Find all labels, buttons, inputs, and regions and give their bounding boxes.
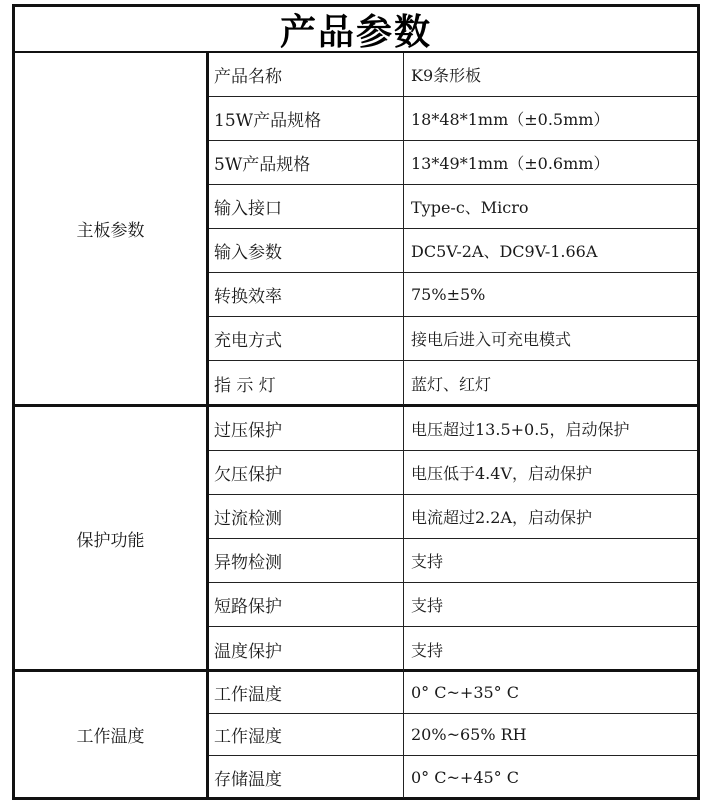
table-row (209, 583, 697, 627)
param-value: Type-c、Micro (411, 198, 529, 217)
param-value: 20%~65% RH (411, 725, 527, 744)
param-value: 支持 (411, 640, 444, 660)
param-name: 5W产品规格 (209, 141, 404, 184)
param-name: 异物检测 (209, 539, 404, 582)
param-name: 过压保护 (209, 407, 404, 450)
table-row (209, 407, 697, 451)
param-value: 0° C~+35° C (411, 683, 520, 702)
param-name: 工作温度 (209, 672, 404, 713)
param-value: 电流超过2.2A，启动保护 (411, 508, 593, 527)
param-value: 13*49*1mm（±0.6mm） (411, 154, 610, 173)
param-name: 短路保护 (209, 583, 404, 626)
param-value: 支持 (411, 596, 444, 615)
table-row (209, 361, 697, 405)
param-name: 过流检测 (209, 495, 404, 538)
table-row (209, 185, 697, 229)
table-row (209, 53, 697, 97)
param-name: 欠压保护 (209, 451, 404, 494)
category-label: 工作温度 (15, 672, 209, 797)
param-value: 18*48*1mm（±0.5mm） (411, 110, 610, 129)
param-name: 输入参数 (209, 229, 404, 272)
group-rows (209, 53, 697, 404)
param-name: 转换效率 (209, 273, 404, 316)
param-value: 接电后进入可充电模式 (411, 330, 572, 349)
param-name: 15W产品规格 (209, 97, 404, 140)
param-value: 电压低于4.4V，启动保护 (411, 464, 593, 483)
param-value: 75%±5% (411, 285, 486, 304)
table-title: 产品参数 (15, 7, 697, 53)
table-row (209, 229, 697, 273)
param-name: 存储温度 (209, 756, 404, 798)
table-row (209, 317, 697, 361)
table-row (209, 627, 697, 671)
table-row (209, 539, 697, 583)
param-value: 蓝灯、红灯 (411, 374, 492, 394)
group-mainboard (15, 53, 697, 407)
group-operating-temperature (15, 672, 697, 797)
table-row (209, 97, 697, 141)
param-value: 电压超过13.5+0.5，启动保护 (411, 420, 630, 439)
param-name: 温度保护 (209, 627, 404, 671)
param-name: 产品名称 (209, 53, 404, 96)
param-name: 指 示 灯 (209, 361, 404, 405)
category-label: 保护功能 (15, 407, 209, 669)
param-name: 工作湿度 (209, 714, 404, 755)
table-row (209, 273, 697, 317)
parameter-table (12, 4, 700, 800)
table-row (209, 141, 697, 185)
group-rows (209, 672, 697, 797)
category-label: 主板参数 (15, 53, 209, 404)
table-row (209, 672, 697, 714)
table-row (209, 756, 697, 798)
table-row (209, 451, 697, 495)
table-row (209, 495, 697, 539)
param-name: 充电方式 (209, 317, 404, 360)
param-value: 0° C~+45° C (411, 767, 520, 787)
param-value: 支持 (411, 552, 444, 571)
param-value: DC5V-2A、DC9V-1.66A (411, 242, 598, 261)
table-row (209, 714, 697, 756)
group-rows (209, 407, 697, 669)
param-value: K9条形板 (411, 66, 482, 85)
param-name: 输入接口 (209, 185, 404, 228)
group-protection (15, 407, 697, 672)
